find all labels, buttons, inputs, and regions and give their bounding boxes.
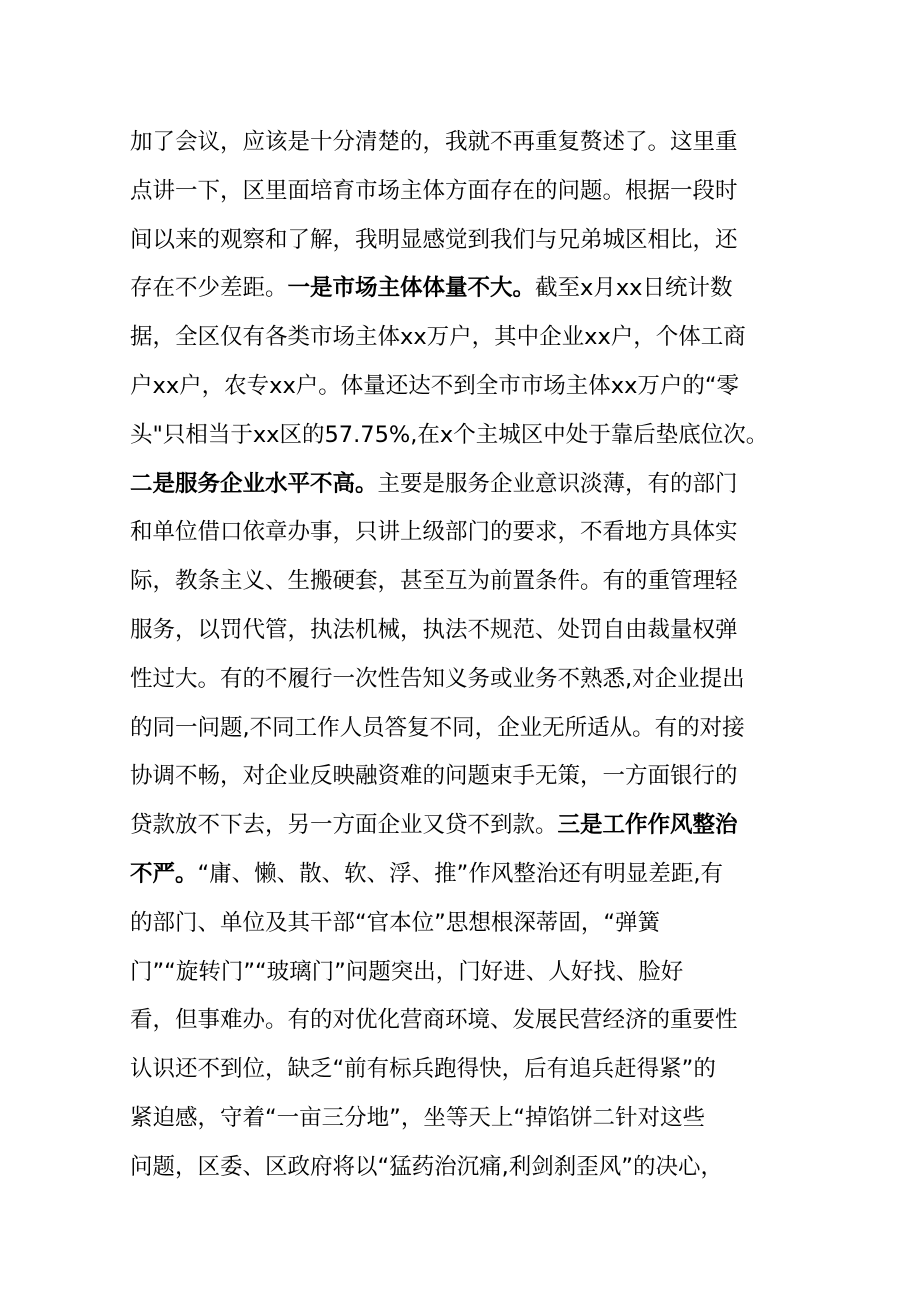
text-line (130, 362, 810, 411)
bold-heading-text: 不严。 (130, 860, 198, 887)
body-text-segment: 加了会议，应该是十分清楚的，我就不再重复赘述了。这里重 (130, 129, 738, 155)
text-line (130, 313, 810, 362)
body-text-segment: 主要是服务企业意识淡薄，有的部门 (377, 470, 738, 497)
bold-heading-text: 三是工作作风整治 (557, 812, 738, 839)
body-text-segment: 的部门、单位及其干部“官本位”思想根深蒂固，“弹簧 (130, 909, 660, 936)
text-line (130, 557, 810, 606)
text-line (130, 606, 810, 655)
body-text-segment: 紧迫感，守着“一亩三分地”，坐等天上“掉馅饼二针对这些 (130, 1104, 705, 1131)
text-line (130, 948, 810, 997)
body-text (130, 118, 810, 1192)
body-text-segment: 间以来的观察和了解，我明显感觉到我们与兄弟城区相比，还 (130, 226, 738, 253)
body-text-segment: 服务，以罚代管，执法机械，执法不规范、处罚自由裁量权弹 (130, 616, 738, 643)
text-line (130, 460, 810, 509)
body-text-segment: 性过大。有的不履行一次性告知义务或业务不熟悉,对企业提出 (130, 665, 745, 692)
text-line (130, 1045, 810, 1094)
text-line (130, 704, 810, 753)
body-text-segment: 的同一问题,不同工作人员答复不同，企业无所适从。有的对接 (130, 714, 745, 741)
body-text-segment: “庸、懒、散、软、浮、推”作风整治还有明显差距,有 (197, 860, 723, 887)
body-text-segment: 据，全区仅有各类市场主体xx万户，其中企业xx户，个体工商 (130, 324, 746, 351)
body-text-segment: 户xx户，农专xx户。体量还达不到全市市场主体xx万户的“零 (130, 372, 740, 399)
body-text-segment: 际，教条主义、生搬硬套，甚至互为前置条件。有的重管理轻 (130, 568, 738, 595)
text-line (130, 1094, 810, 1143)
text-line (130, 411, 810, 460)
text-line (130, 850, 810, 899)
text-line (130, 118, 810, 167)
body-text-segment: 认识还不到位，缺乏“前有标兵跑得快，后有追兵赶得紧”的 (130, 1056, 716, 1083)
body-text-segment: 点讲一下，区里面培育市场主体方面存在的问题。根据一段时 (130, 177, 738, 204)
text-line (130, 508, 810, 557)
body-text-segment: 截至x月xx日统计数 (535, 275, 733, 302)
body-text-segment: 看，但事难办。有的对优化营商环境、发展民营经济的重要性 (130, 1007, 738, 1034)
text-line (130, 216, 810, 265)
text-line (130, 899, 810, 948)
body-text-segment: 门”“旋转门”“玻璃门”问题突出，门好进、人好找、脸好 (130, 958, 684, 985)
text-line (130, 801, 810, 850)
bold-heading-text: 二是服务企业水平不高。 (130, 470, 378, 497)
text-line (130, 996, 810, 1045)
body-text-segment: 贷款放不下去，另一方面企业又贷不到款。 (130, 812, 558, 839)
body-text-segment: 问题，区委、区政府将以“猛药治沉痛,利剑刹歪风”的决心， (130, 1153, 723, 1180)
text-line (130, 264, 810, 313)
text-line (130, 1143, 810, 1192)
bold-heading-text: 一是市场主体体量不大。 (287, 275, 536, 302)
text-line (130, 167, 810, 216)
text-line (130, 752, 810, 801)
text-line (130, 655, 810, 704)
body-text-segment: 协调不畅，对企业反映融资难的问题束手无策，一方面银行的 (130, 763, 738, 790)
body-text-segment: 和单位借口依章办事，只讲上级部门的要求，不看地方具体实 (130, 519, 738, 546)
body-text-segment: 头"只相当于xx区的57.75%,在x个主城区中处于靠后垫底位次。 (130, 421, 769, 448)
body-text-segment: 存在不少差距。 (130, 275, 288, 302)
